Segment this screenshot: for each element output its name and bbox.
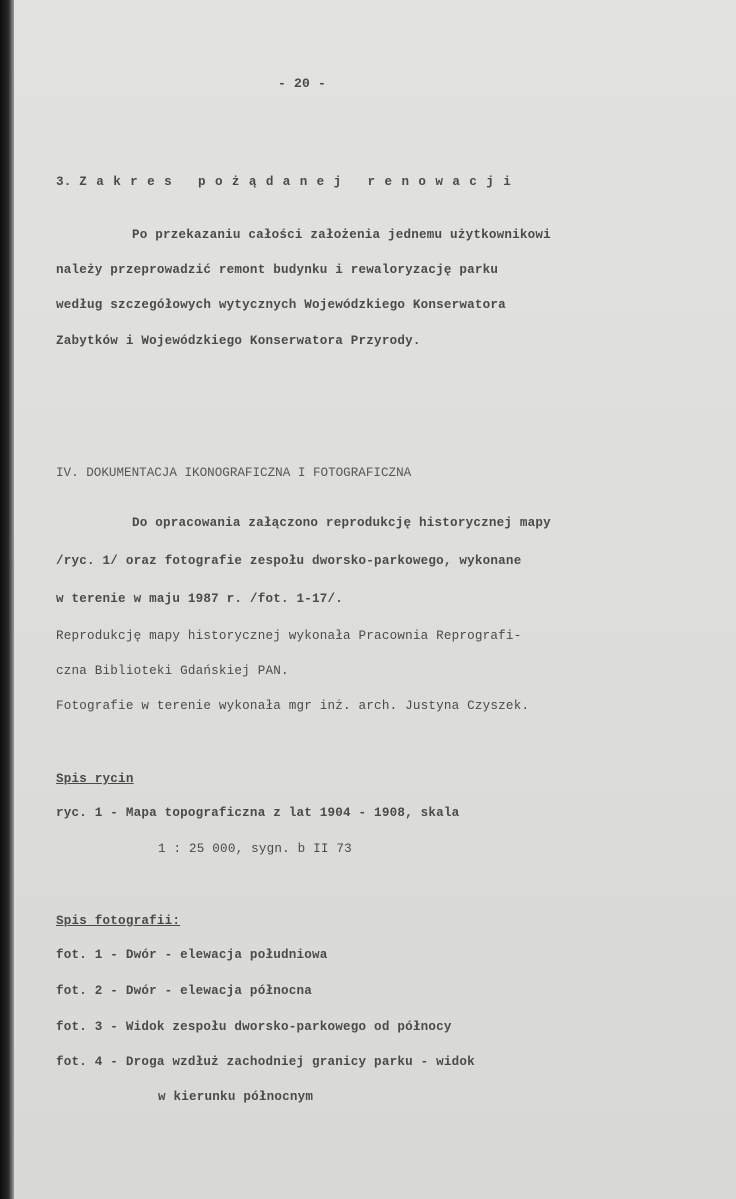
book-spine-shadow: [0, 0, 14, 1199]
section-4-text-line: Reprodukcję mapy historycznej wykonała Pracownia Reprografi-: [56, 629, 522, 643]
section-3-title: Zakres pożądanej renowacji: [79, 175, 521, 189]
section-3-text-line: według szczegółowych wytycznych Wojewódzkiego Konserwatora: [56, 298, 506, 312]
section-3-text-line: Po przekazaniu całości założenia jednemu użytkownikowi: [132, 228, 551, 242]
section-3-text-line: należy przeprowadzić remont budynku i rewaloryzację parku: [56, 263, 499, 277]
figure-list-item-continuation: 1 : 25 000, sygn. b II 73: [158, 842, 352, 856]
section-3-heading: [56, 175, 520, 189]
section-4-text-line: w terenie w maju 1987 r. /fot. 1-17/.: [56, 592, 344, 606]
photo-list-item-continuation: w kierunku północnym: [158, 1090, 314, 1104]
section-4-text-line: Do opracowania załączono reprodukcję historycznej mapy: [132, 516, 551, 530]
photo-list-item: fot. 4 - Droga wzdłuż zachodniej granicy parku - widok: [56, 1055, 475, 1069]
photo-list-item: fot. 3 - Widok zespołu dworsko-parkowego od północy: [56, 1020, 452, 1034]
photos-list-heading: Spis fotografii:: [56, 914, 181, 928]
section-4-heading: IV. DOKUMENTACJA IKONOGRAFICZNA I FOTOGRAFICZNA: [56, 466, 412, 480]
section-4-text-line: czna Biblioteki Gdańskiej PAN.: [56, 664, 289, 678]
section-3-number: 3.: [56, 175, 72, 189]
figure-list-item: ryc. 1 - Mapa topograficzna z lat 1904 - 1908, skala: [56, 806, 460, 820]
photo-list-item: fot. 2 - Dwór - elewacja północna: [56, 984, 312, 998]
page-number: - 20 -: [278, 76, 327, 91]
section-4-text-line: /ryc. 1/ oraz fotografie zespołu dworsko-parkowego, wykonane: [56, 554, 522, 568]
section-4-text-line: Fotografie w terenie wykonała mgr inż. arch. Justyna Czyszek.: [56, 699, 530, 713]
photo-list-item: fot. 1 - Dwór - elewacja południowa: [56, 948, 328, 962]
section-3-text-line: Zabytków i Wojewódzkiego Konserwatora Przyrody.: [56, 334, 421, 348]
figures-list-heading: Spis rycin: [56, 772, 134, 786]
